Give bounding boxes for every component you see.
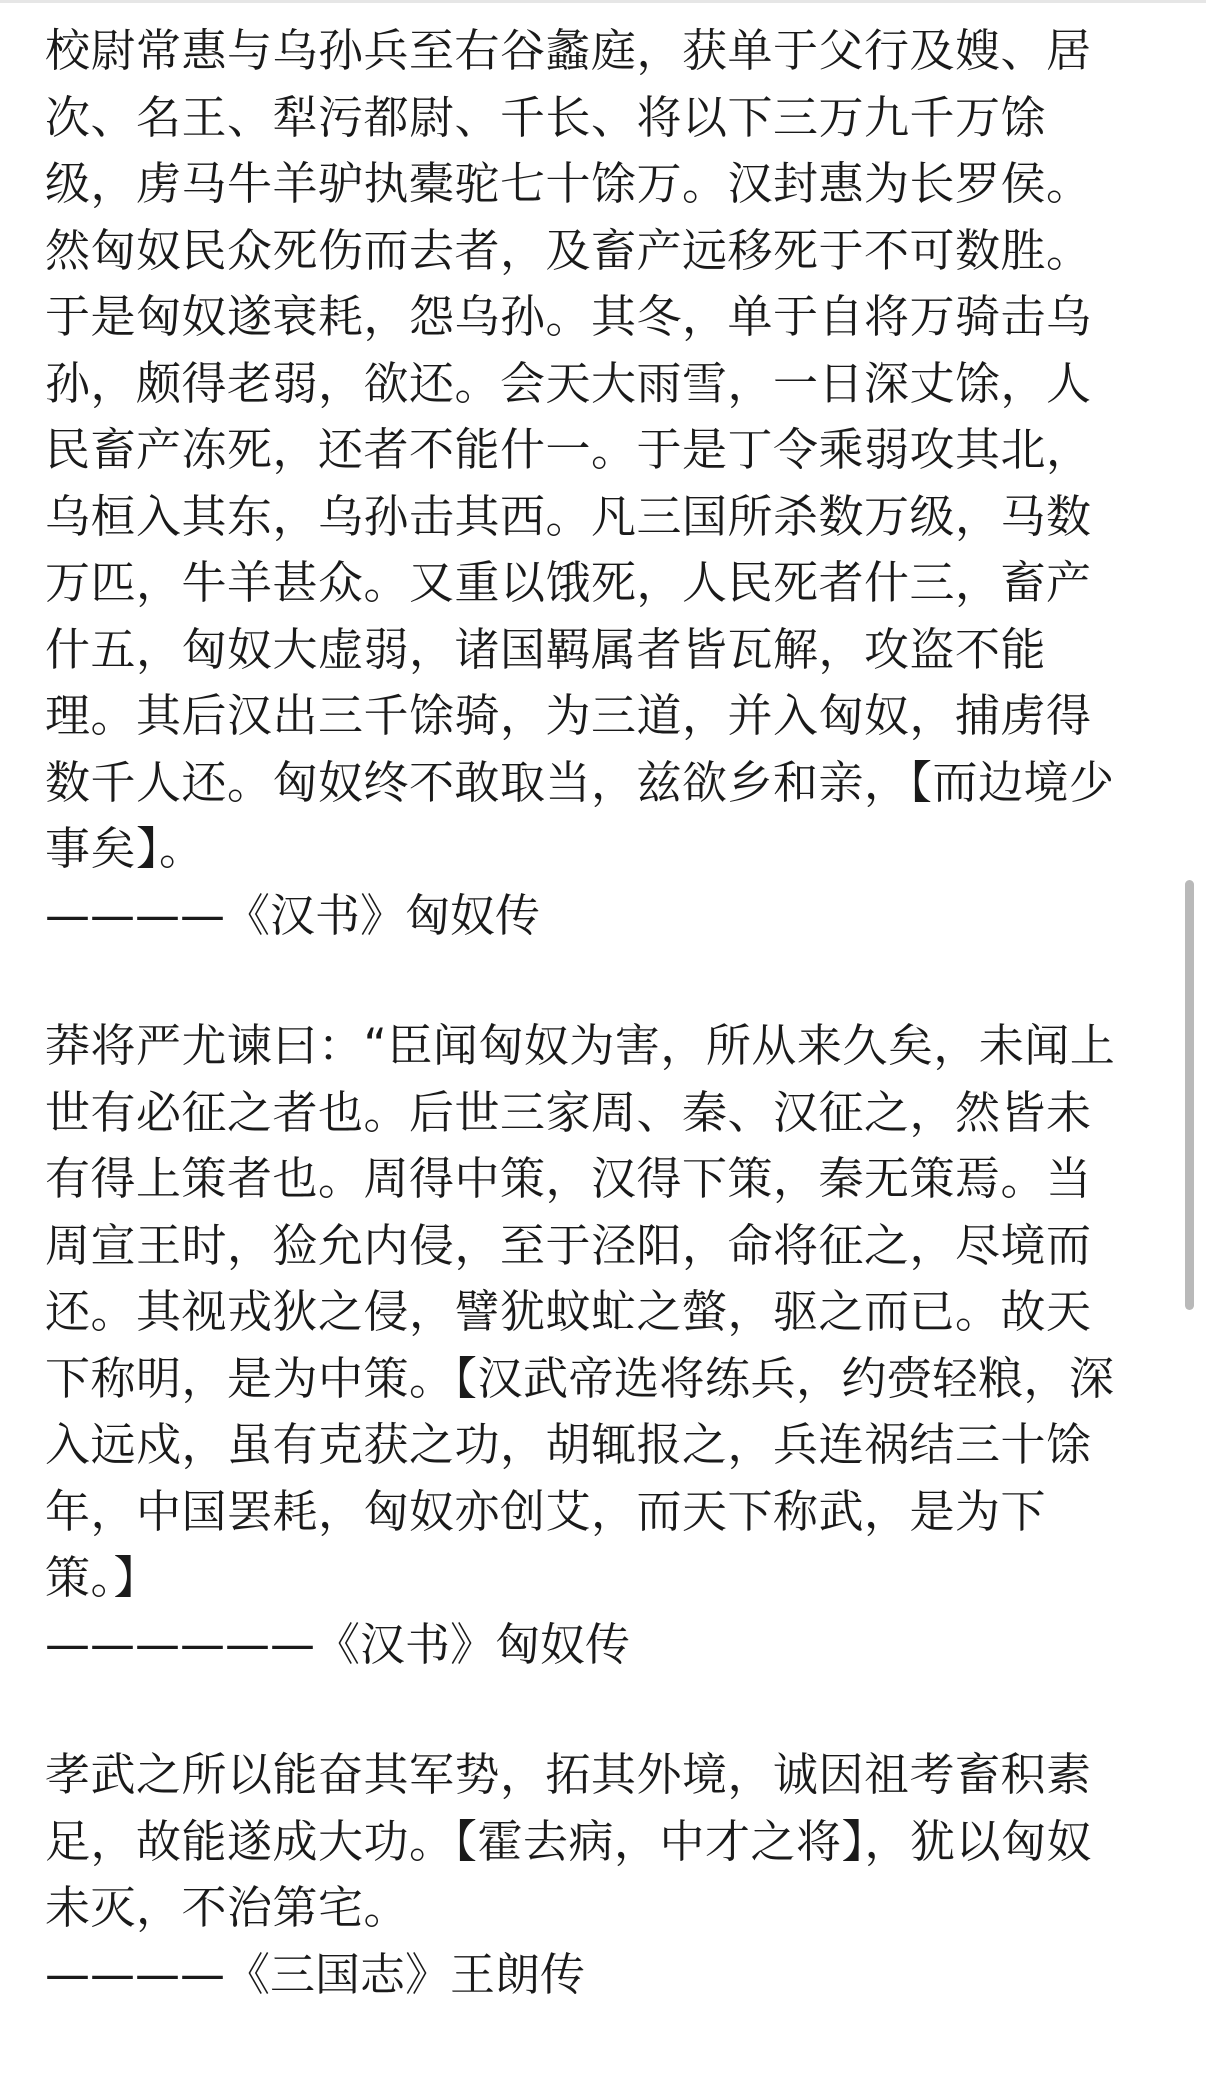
text-line: 什五，匈奴大虚弱，诸国羁属者皆瓦解，攻盗不能 bbox=[45, 622, 1047, 676]
text-line: 世有必征之者也。后世三家周、秦、汉征之，然皆未 bbox=[45, 1085, 1092, 1139]
source-citation: ————《三国志》王朗传 bbox=[45, 1947, 586, 2001]
text-line: 周宣王时，猃允内侵，至于泾阳，命将征之，尽境而 bbox=[45, 1218, 1092, 1272]
text-line: 级，虏马牛羊驴执橐驼七十馀万。汉封惠为长罗侯。 bbox=[45, 157, 1092, 210]
source-citation: ——————《汉书》匈奴传 bbox=[45, 1617, 631, 1671]
quote-section-2 bbox=[45, 1013, 1165, 1678]
text-line: 次、名王、犁污都尉、千长、将以下三万九千万馀 bbox=[45, 90, 1047, 144]
top-edge-strip bbox=[0, 0, 1206, 3]
text-line: 足，故能遂成大功。【霍去病，中才之将】，犹以匈奴 bbox=[45, 1814, 1093, 1868]
text-line: 孙，颇得老弱，欲还。会天大雨雪，一日深丈馀，人 bbox=[45, 356, 1092, 410]
text-line: 未灭，不治第宅。 bbox=[45, 1881, 410, 1934]
text-line: 孝武之所以能奋其军势，拓其外境，诚因祖考畜积素 bbox=[45, 1748, 1092, 1801]
text-line: 理。其后汉出三千馀骑，为三道，并入匈奴，捕虏得 bbox=[45, 689, 1092, 742]
source-citation: ————《汉书》匈奴传 bbox=[45, 888, 541, 942]
text-line: 下称明，是为中策。【汉武帝选将练兵，约赍轻粮，深 bbox=[45, 1351, 1115, 1405]
vertical-scrollbar[interactable] bbox=[1185, 880, 1194, 1310]
text-line: 数千人还。匈奴终不敢取当，兹欲乡和亲，【而边境少 bbox=[45, 755, 1115, 809]
text-line: 于是匈奴遂衰耗，怨乌孙。其冬，单于自将万骑击乌 bbox=[45, 290, 1092, 343]
text-line: 莽将严尤谏曰：“臣闻匈奴为害，所从来久矣，未闻上 bbox=[45, 1019, 1116, 1072]
text-line: 有得上策者也。周得中策，汉得下策，秦无策焉。当 bbox=[45, 1152, 1092, 1205]
text-line: 乌桓入其东，乌孙击其西。凡三国所杀数万级，马数 bbox=[45, 489, 1092, 543]
text-line: 还。其视戎狄之侵，譬犹蚊虻之螫，驱之而已。故天 bbox=[45, 1285, 1092, 1338]
text-line: 民畜产冻死，还者不能什一。于是丁令乘弱攻其北， bbox=[45, 423, 1092, 476]
text-line: 策。】 bbox=[45, 1551, 160, 1604]
text-line: 然匈奴民众死伤而去者，及畜产远移死于不可数胜。 bbox=[45, 223, 1092, 277]
text-line: 年，中国罢耗，匈奴亦创艾，而天下称武，是为下 bbox=[45, 1484, 1047, 1538]
text-line: 校尉常惠与乌孙兵至右谷蠡庭，获单于父行及嫂、居 bbox=[45, 24, 1092, 77]
article-body bbox=[45, 18, 1165, 2072]
quote-section-1 bbox=[45, 18, 1165, 949]
text-line: 入远戍，虽有克获之功，胡辄报之，兵连祸结三十馀 bbox=[45, 1418, 1092, 1471]
text-line: 万匹，牛羊甚众。又重以饿死，人民死者什三，畜产 bbox=[45, 556, 1092, 609]
quote-section-3 bbox=[45, 1742, 1165, 2008]
text-line: 事矣】。 bbox=[45, 822, 205, 875]
